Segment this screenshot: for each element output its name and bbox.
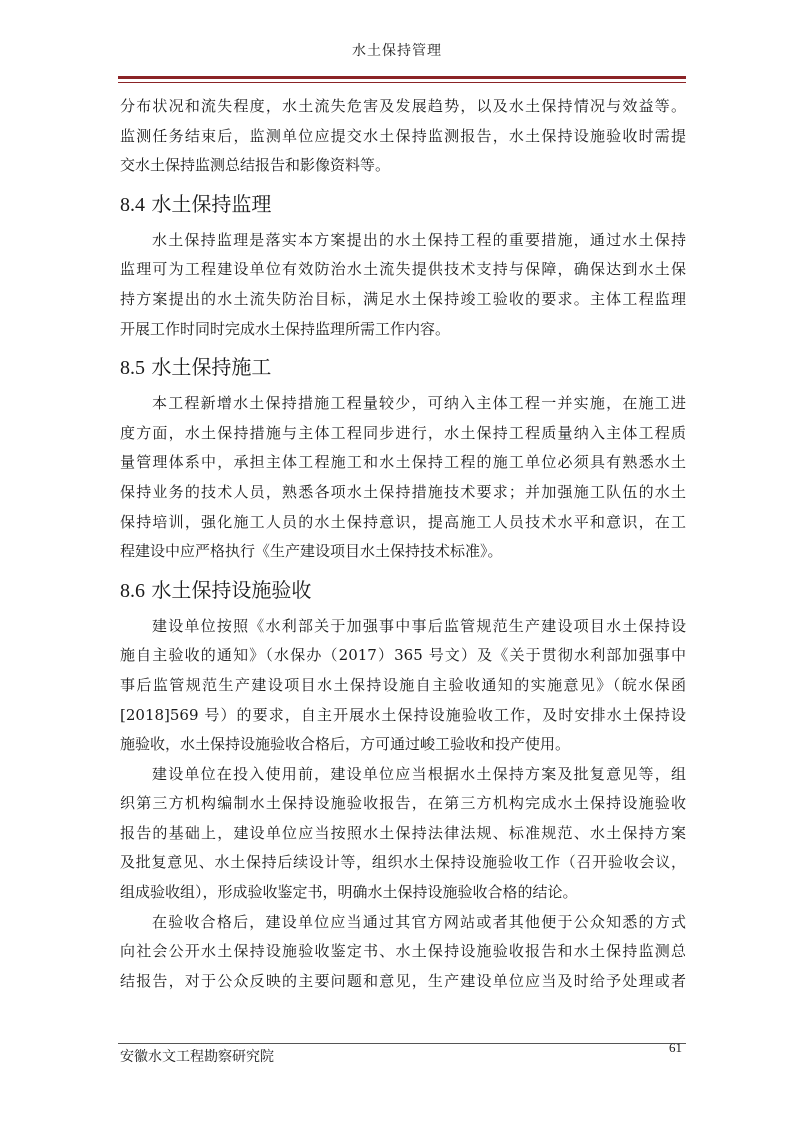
section-number: 8.6 — [120, 579, 145, 602]
footer-organization: 安徽水文工程勘察研究院 — [120, 1049, 274, 1065]
text-line: 织第三方机构编制水土保持设施验收报告，在第三方机构完成水土保持设施验收 — [120, 794, 686, 813]
text-line: 持方案提出的水土流失防治目标，满足水土保持竣工验收的要求。主体工程监理 — [120, 289, 686, 308]
footer-rule — [118, 1043, 686, 1044]
text-line: 施验收，水土保持设施验收合格后，方可通过峻工验收和投产使用。 — [120, 735, 571, 754]
section-number: 8.5 — [120, 357, 145, 380]
text-line: 建设单位按照《水利部关于加强事中事后监管规范生产建设项目水土保持设 — [152, 616, 686, 635]
intro-paragraph — [120, 92, 686, 181]
text-line: [2018]569 号）的要求，自主开展水土保持设施验收工作，及时安排水土保持设 — [120, 705, 686, 724]
text-line: 组成验收组），形成验收鉴定书，明确水土保持设施验收合格的结论。 — [120, 883, 578, 902]
paragraph — [120, 389, 686, 567]
text-line: 保持培训，强化施工人员的水土保持意识，提高施工人员技术水平和意识，在工 — [120, 512, 686, 531]
text-line: 在验收合格后，建设单位应当通过其官方网站或者其他便于公众知悉的方式 — [152, 912, 686, 931]
text-line: 交水土保持监测总结报告和影像资料等。 — [120, 156, 391, 175]
text-line: 建设单位在投入使用前，建设单位应当根据水土保持方案及批复意见等，组 — [152, 764, 686, 783]
section-number: 8.4 — [120, 193, 145, 216]
text-line: 结报告，对于公众反映的主要问题和意见，生产建设单位应当及时给予处理或者 — [120, 971, 686, 990]
section-heading-8-6 — [120, 571, 686, 610]
text-line: 度方面，水土保持措施与主体工程同步进行，水土保持工程质量纳入主体工程质 — [120, 423, 686, 442]
paragraph — [120, 612, 686, 760]
section-title: 水土保持设施验收 — [151, 577, 312, 602]
header-rule-thick — [118, 76, 686, 79]
text-line: 报告的基础上，建设单位应当按照水土保持法律法规、标准规范、水土保持方案 — [120, 823, 686, 842]
text-line: 施自主验收的通知》（水保办（2017）365 号文）及《关于贯彻水利部加强事中 — [120, 646, 686, 665]
text-line: 程建设中应严格执行《生产建设项目水土保持技术标准》。 — [120, 542, 503, 561]
text-line: 向社会公开水土保持设施验收鉴定书、水土保持设施验收报告和水土保持监测总 — [120, 942, 686, 961]
text-line: 保持业务的技术人员，熟悉各项水土保持措施技术要求；并加强施工队伍的水土 — [120, 482, 686, 501]
text-line: 事后监管规范生产建设项目水土保持设施自主验收通知的实施意见》（皖水保函 — [120, 675, 686, 694]
section-title: 水土保持监理 — [151, 191, 272, 216]
section-title: 水土保持施工 — [151, 355, 272, 380]
page-body — [120, 92, 686, 996]
paragraph — [120, 760, 686, 908]
paragraph — [120, 226, 686, 344]
page-number: 61 — [669, 1040, 682, 1055]
paragraph — [120, 908, 686, 997]
text-line: 量管理体系中，承担主体工程施工和水土保持工程的施工单位必须具有熟悉水土 — [120, 453, 686, 472]
text-line: 监理可为工程建设单位有效防治水土流失提供技术支持与保障，确保达到水土保 — [120, 260, 686, 279]
header-rule-thin — [118, 82, 686, 83]
text-line: 及批复意见、水土保持后续设计等，组织水土保持设施验收工作（召开验收会议， — [120, 853, 686, 872]
text-line: 监测任务结束后，监测单位应提交水土保持监测报告，水土保持设施验收时需提 — [120, 126, 686, 145]
section-heading-8-5 — [120, 348, 686, 387]
text-line: 水土保持监理是落实本方案提出的水土保持工程的重要措施，通过水土保持 — [152, 230, 686, 249]
section-heading-8-4 — [120, 185, 686, 224]
running-header: 水土保持管理 — [352, 43, 442, 59]
text-line: 开展工作时同时完成水土保持监理所需工作内容。 — [120, 319, 451, 338]
text-line: 分布状况和流失程度，水土流失危害及发展趋势，以及水土保持情况与效益等。 — [120, 97, 686, 115]
text-line: 本工程新增水土保持措施工程量较少，可纳入主体工程一并实施，在施工进 — [152, 394, 686, 413]
